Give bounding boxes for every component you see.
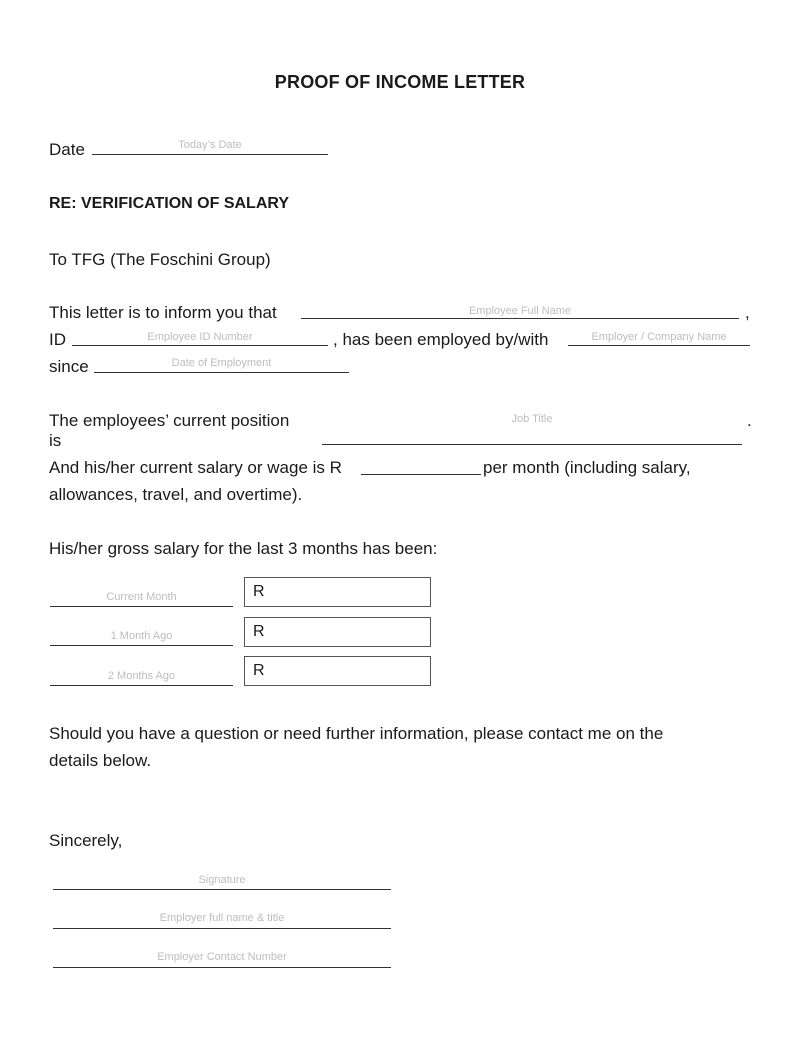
salary-amount-line[interactable] <box>361 474 481 475</box>
job-title-placeholder: Job Title <box>511 413 553 425</box>
contact-text-line2: details below. <box>49 751 152 770</box>
gross-intro: His/her gross salary for the last 3 months has been: <box>49 539 438 558</box>
period: . <box>747 411 752 430</box>
comma: , <box>745 303 750 322</box>
two-months-ago-placeholder: 2 Months Ago <box>107 670 176 682</box>
salary-text-line2: allowances, travel, and overtime). <box>49 485 303 504</box>
one-month-ago-line[interactable] <box>50 645 233 646</box>
employer-contact-placeholder: Employer Contact Number <box>157 951 287 963</box>
one-month-ago-placeholder: 1 Month Ago <box>110 630 173 642</box>
current-month-placeholder: Current Month <box>106 591 177 603</box>
employment-date-placeholder: Date of Employment <box>171 357 272 369</box>
since-label: since <box>49 357 89 376</box>
two-months-ago-amount-box[interactable] <box>244 656 431 686</box>
id-number-line[interactable] <box>72 345 328 346</box>
employee-name-placeholder: Employee Full Name <box>468 305 572 317</box>
employer-name-title-placeholder: Employer full name & title <box>159 912 285 924</box>
signature-placeholder: Signature <box>198 874 246 886</box>
current-month-amount-box[interactable] <box>244 577 431 607</box>
two-months-ago-line[interactable] <box>50 685 233 686</box>
date-field-line[interactable] <box>92 154 328 155</box>
position-text-is: is <box>49 431 62 450</box>
currency-label: R <box>253 662 265 679</box>
employer-name-title-line[interactable] <box>53 928 391 929</box>
job-title-line[interactable] <box>322 444 742 445</box>
employer-name-line[interactable] <box>568 345 750 346</box>
salary-text-post: per month (including salary, <box>483 458 691 477</box>
employed-text: , has been employed by/with <box>333 330 549 349</box>
re-line: RE: VERIFICATION OF SALARY <box>49 195 289 212</box>
employer-contact-line[interactable] <box>53 967 391 968</box>
id-number-placeholder: Employee ID Number <box>147 331 253 343</box>
signature-line[interactable] <box>53 889 391 890</box>
intro-text: This letter is to inform you that <box>49 303 277 322</box>
position-text: The employees’ current position <box>49 411 290 430</box>
page-title: PROOF OF INCOME LETTER <box>274 72 526 92</box>
to-line: To TFG (The Foschini Group) <box>49 250 271 269</box>
id-label: ID <box>49 330 66 349</box>
closing: Sincerely, <box>49 831 123 850</box>
one-month-ago-amount-box[interactable] <box>244 617 431 647</box>
current-month-line[interactable] <box>50 606 233 607</box>
date-label: Date <box>49 140 85 159</box>
employer-name-placeholder: Employer / Company Name <box>591 331 727 343</box>
currency-label: R <box>253 583 265 600</box>
salary-text: And his/her current salary or wage is R <box>49 458 342 477</box>
employment-date-line[interactable] <box>94 372 349 373</box>
contact-text: Should you have a question or need further information, please contact me on the <box>49 724 664 743</box>
employee-name-line[interactable] <box>301 318 739 319</box>
currency-label: R <box>253 623 265 640</box>
date-placeholder: Today’s Date <box>178 139 242 151</box>
